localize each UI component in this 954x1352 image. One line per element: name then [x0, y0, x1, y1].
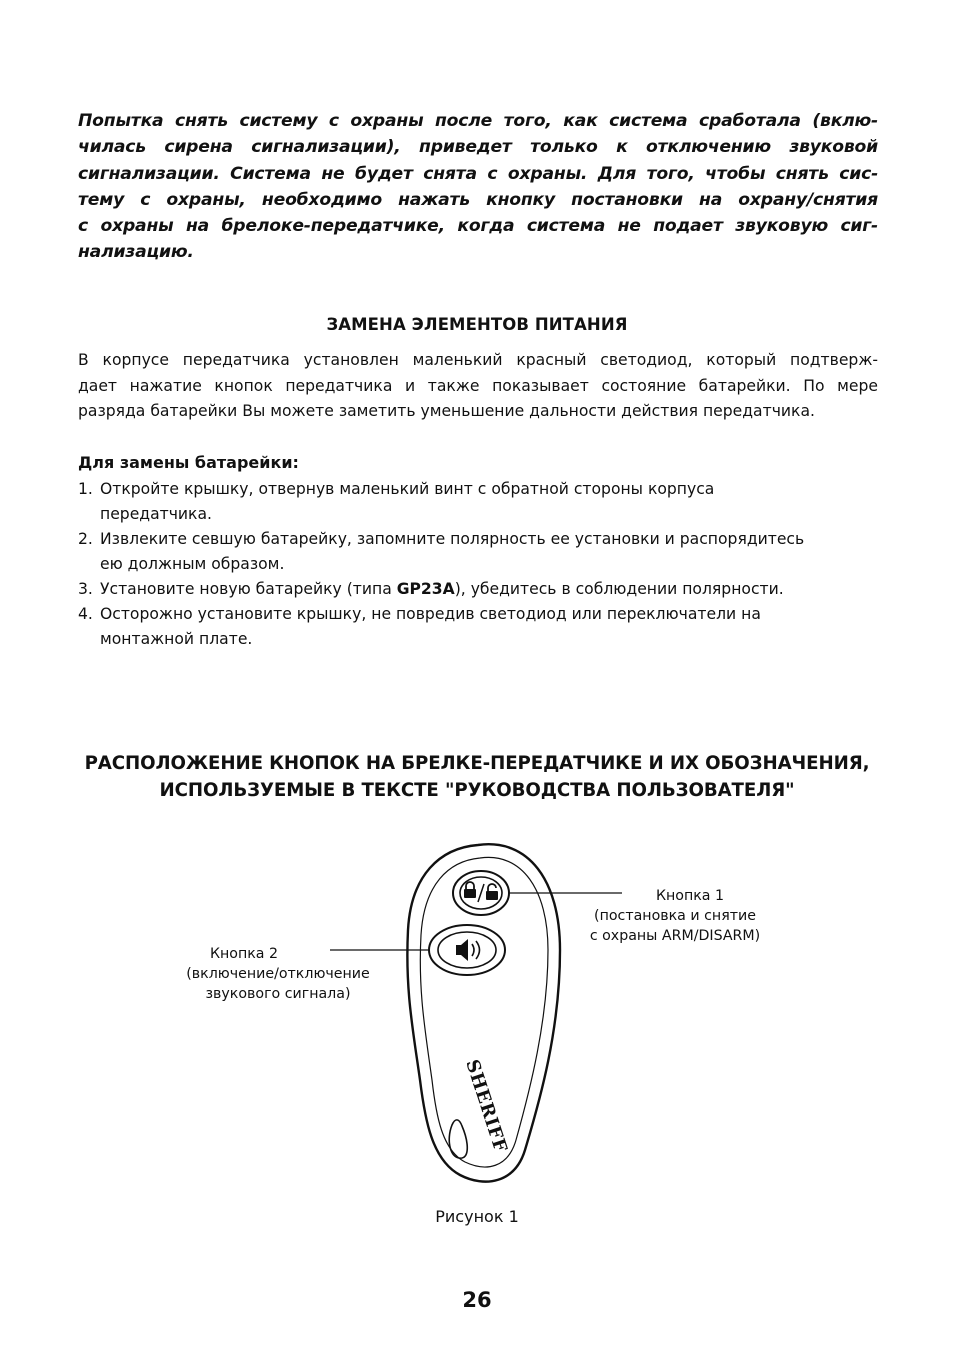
button-1-arm-disarm: [453, 871, 509, 915]
warning-line: сигнализации. Система не будет снята с охраны. Для того, чтобы снять сис-: [78, 163, 878, 184]
step-text: Откройте крышку, отвернув маленький винт с обратной стороны корпуса: [100, 480, 715, 498]
battery-description-line: В корпусе передатчика установлен маленький красный светодиод, который подтверж-: [78, 351, 878, 369]
warning-line: нализацию.: [78, 242, 194, 263]
button-2-sound: [429, 925, 505, 975]
battery-section-title: ЗАМЕНА ЭЛЕМЕНТОВ ПИТАНИЯ: [326, 315, 628, 334]
battery-description-line: дает нажатие кнопок передатчика и также показывает состояние батарейки. По мере: [78, 376, 878, 395]
battery-steps-heading: Для замены батарейки:: [78, 453, 299, 472]
button-1-description: с охраны ARM/DISARM): [589, 928, 761, 944]
step-text: Извлеките севшую батарейку, запомните полярность ее установки и распорядитесь: [100, 530, 805, 548]
battery-description-line: разряда батарейки Вы можете заметить уменьшение дальности действия передатчика.: [78, 402, 815, 420]
step-text: Осторожно установите крышку, не повредив светодиод или переключатели на: [100, 605, 761, 623]
figure-caption: Рисунок 1: [435, 1207, 519, 1226]
step-text: монтажной плате.: [100, 630, 253, 648]
step-number: 4.: [78, 605, 93, 623]
page-number: 26: [462, 1288, 492, 1312]
buttons-title-line: ИСПОЛЬЗУЕМЫЕ В ТЕКСТЕ "РУКОВОДСТВА ПОЛЬЗОВАТЕЛЯ": [159, 780, 795, 801]
button-2-description: (включение/отключение: [186, 966, 370, 982]
button-1-description: (постановка и снятие: [594, 908, 756, 924]
button-1-title: Кнопка 1: [655, 888, 725, 904]
step-text: передатчика.: [100, 505, 212, 523]
step-number: 2.: [78, 530, 93, 548]
warning-line: с охраны на брелоке-передатчике, когда система не подает звуковую сиг-: [78, 216, 878, 237]
step-number: 3.: [78, 580, 93, 598]
step-text: ), убедитесь в соблюдении полярности.: [454, 580, 784, 598]
button-2-description: звукового сигнала): [205, 986, 351, 1002]
buttons-title-line: РАСПОЛОЖЕНИЕ КНОПОК НА БРЕЛКЕ-ПЕРЕДАТЧИКЕ И ИХ ОБОЗНАЧЕНИЯ,: [84, 753, 870, 774]
button-2-title: Кнопка 2: [209, 946, 279, 962]
step-number: 1.: [78, 480, 93, 498]
warning-line: чилась сирена сигнализации), приведет только к отключению звуковой: [78, 137, 878, 158]
battery-type: GP23A: [396, 580, 455, 598]
warning-line: Попытка снять систему с охраны после того, как система сработала (вклю-: [78, 111, 878, 131]
step-text: ею должным образом.: [100, 555, 285, 573]
warning-line: тему с охраны, необходимо нажать кнопку постановки на охрану/снятия: [78, 189, 878, 210]
button-1-label: [560, 886, 790, 946]
button-2-label: [168, 944, 388, 1004]
brand-logo: SHERIFF: [461, 1057, 511, 1156]
step-text: Установите новую батарейку (типа: [100, 580, 397, 598]
